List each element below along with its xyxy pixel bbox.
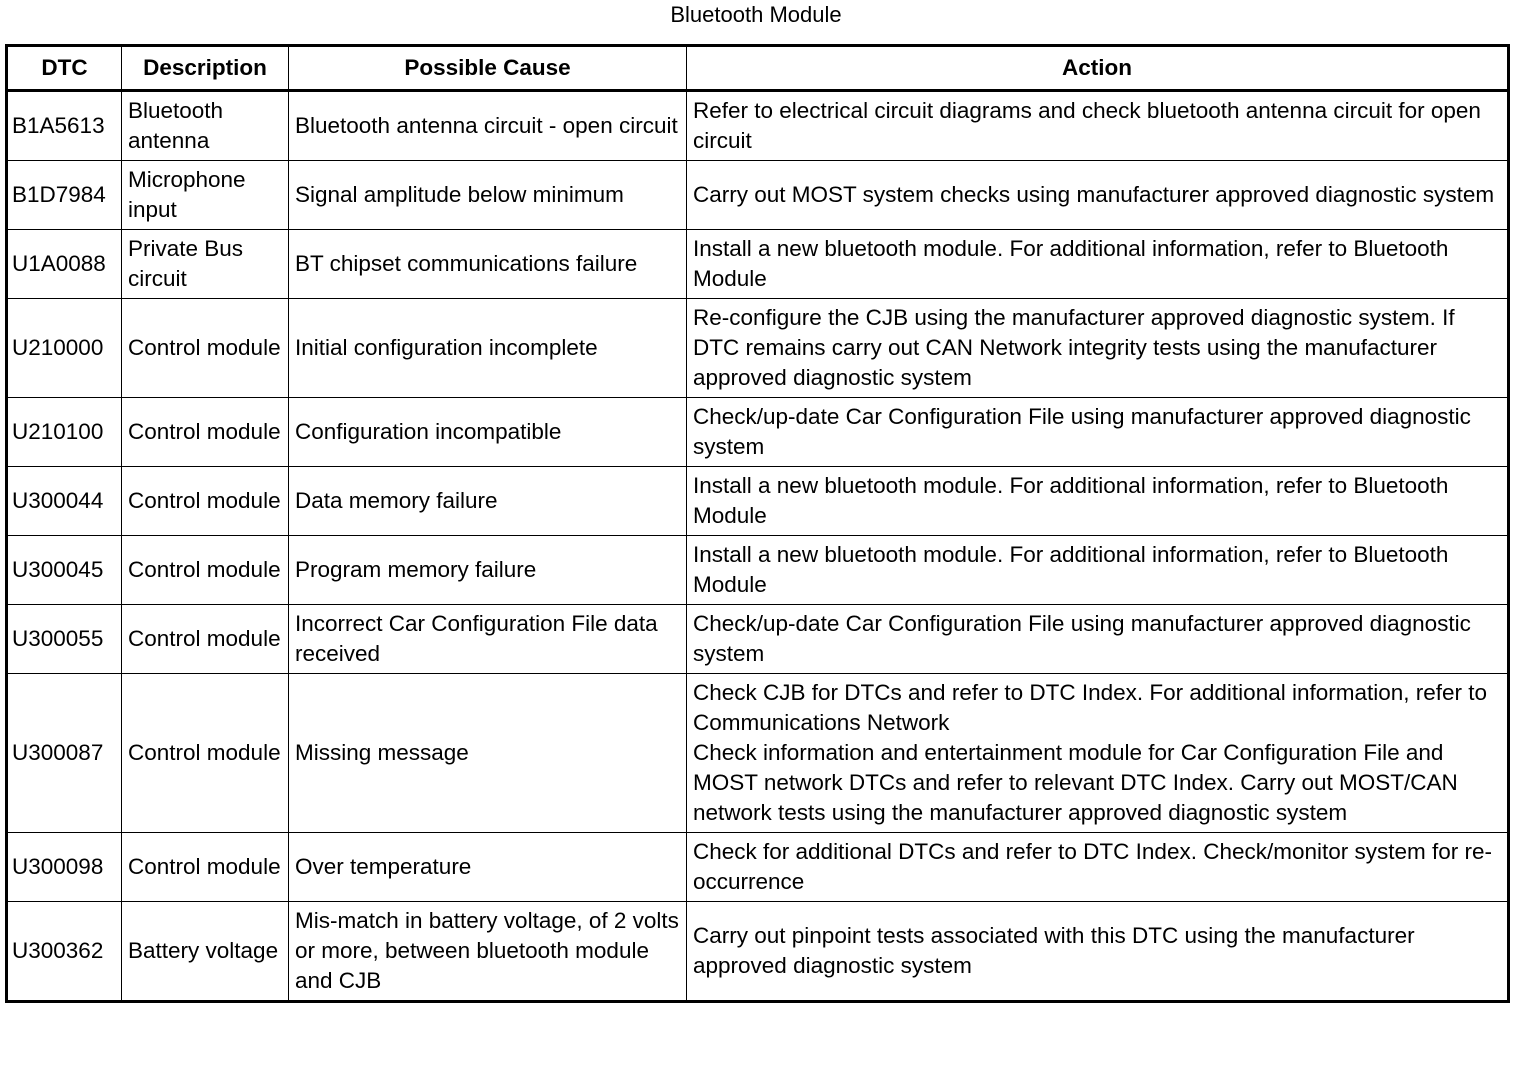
dtc-table [5,44,1510,1003]
table-row [7,536,1509,605]
table-row [7,398,1509,467]
action-cell [687,230,1509,299]
action-text: Refer to electrical circuit diagrams and check bluetooth antenna circuit for open circuit [693,98,1481,153]
dtc-cell: U300098 [7,833,122,902]
description-cell: Control module [122,467,289,536]
possible-cause-cell: BT chipset communications failure [289,230,687,299]
action-text: Install a new bluetooth module. For additional information, refer to Bluetooth Module [693,542,1449,597]
possible-cause-cell: Initial configuration incomplete [289,299,687,398]
description-cell: Control module [122,299,289,398]
table-row [7,467,1509,536]
description-cell: Control module [122,674,289,833]
action-text: Check CJB for DTCs and refer to DTC Index. For additional information, refer to Communications Network [693,680,1488,735]
table-row [7,161,1509,230]
action-cell [687,467,1509,536]
action-text: Install a new bluetooth module. For additional information, refer to Bluetooth Module [693,236,1449,291]
dtc-cell: U210000 [7,299,122,398]
dtc-cell: U300362 [7,902,122,1002]
column-header-description: Description [122,46,289,91]
dtc-cell: U300044 [7,467,122,536]
description-cell: Battery voltage [122,902,289,1002]
action-text: Check for additional DTCs and refer to DTC Index. Check/monitor system for re-occurrence [693,839,1493,894]
dtc-cell: B1A5613 [7,91,122,161]
action-cell [687,91,1509,161]
action-cell [687,674,1509,833]
description-cell: Control module [122,605,289,674]
column-header-action: Action [687,46,1509,91]
table-row [7,299,1509,398]
action-text: Install a new bluetooth module. For additional information, refer to Bluetooth Module [693,473,1449,528]
action-text: Carry out MOST system checks using manufacturer approved diagnostic system [693,182,1495,207]
description-cell: Private Bus circuit [122,230,289,299]
action-cell [687,833,1509,902]
action-cell [687,605,1509,674]
column-header-possible-cause: Possible Cause [289,46,687,91]
possible-cause-cell: Over temperature [289,833,687,902]
action-text: Carry out pinpoint tests associated with this DTC using the manufacturer approved diagnostic system [693,923,1415,978]
possible-cause-cell: Data memory failure [289,467,687,536]
table-row [7,674,1509,833]
table-row [7,230,1509,299]
dtc-cell: B1D7984 [7,161,122,230]
action-cell [687,398,1509,467]
possible-cause-cell: Incorrect Car Configuration File data received [289,605,687,674]
dtc-cell: U210100 [7,398,122,467]
dtc-cell: U300087 [7,674,122,833]
possible-cause-cell: Signal amplitude below minimum [289,161,687,230]
dtc-cell: U300055 [7,605,122,674]
description-cell: Microphone input [122,161,289,230]
dtc-cell: U300045 [7,536,122,605]
page-title: Bluetooth Module [670,2,842,27]
column-header-dtc: DTC [7,46,122,91]
table-header-row [7,46,1509,91]
dtc-cell: U1A0088 [7,230,122,299]
table-row [7,902,1509,1002]
action-text: Re-configure the CJB using the manufacturer approved diagnostic system. If DTC remains carry out CAN Network integrity tests using the manufacturer approved diagnostic system [693,305,1455,390]
description-cell: Bluetooth antenna [122,91,289,161]
action-text: Check/up-date Car Configuration File using manufacturer approved diagnostic system [693,404,1471,459]
table-row [7,91,1509,161]
possible-cause-cell: Bluetooth antenna circuit - open circuit [289,91,687,161]
description-cell: Control module [122,536,289,605]
action-cell [687,536,1509,605]
possible-cause-cell: Mis-match in battery voltage, of 2 volts or more, between bluetooth module and CJB [289,902,687,1002]
action-cell [687,902,1509,1002]
description-cell: Control module [122,833,289,902]
table-row [7,605,1509,674]
action-text: Check information and entertainment module for Car Configuration File and MOST network DTCs and refer to relevant DTC Index. Carry out MOST/CAN network tests using the manufacturer approved diagnostic system [693,740,1458,825]
action-cell [687,161,1509,230]
possible-cause-cell: Program memory failure [289,536,687,605]
possible-cause-cell: Configuration incompatible [289,398,687,467]
action-text: Check/up-date Car Configuration File using manufacturer approved diagnostic system [693,611,1471,666]
description-cell: Control module [122,398,289,467]
action-cell [687,299,1509,398]
table-body [7,91,1509,1002]
possible-cause-cell: Missing message [289,674,687,833]
table-row [7,833,1509,902]
